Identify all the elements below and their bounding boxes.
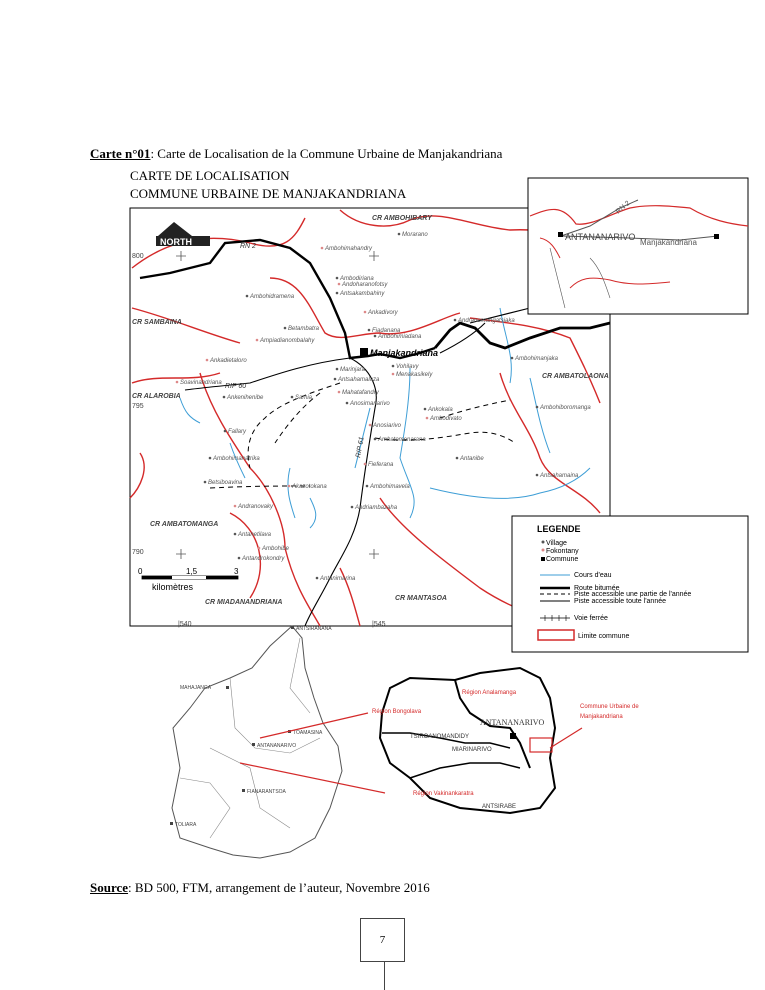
place-marker [288, 485, 291, 488]
source-label: Source [90, 880, 129, 895]
place-label: Andriambazaha [355, 505, 398, 511]
scale-end: 3 [234, 567, 239, 576]
inset-map [528, 178, 748, 314]
grid-540: |540 [178, 621, 192, 628]
cr-ambohibary: CR AMBOHIBARY [372, 215, 432, 222]
legend-railway: Voie ferrée [574, 615, 608, 622]
north-label: NORTH [160, 237, 192, 247]
cr-alarobia: CR ALAROBIA [132, 393, 181, 400]
legend-village: Village [546, 540, 567, 547]
place-marker [238, 557, 241, 560]
scale-unit: kilomètres [152, 582, 194, 592]
inset-rn2: RN 2 [614, 199, 632, 216]
place-marker [336, 277, 339, 280]
place-label: Menakasikely [396, 372, 433, 378]
place-label: Ambohimavela [370, 484, 410, 490]
legend [512, 516, 748, 652]
place-label: Antsahamalaza [338, 377, 380, 383]
place-label: Soavinandriana [180, 380, 222, 386]
place-label: Antanibe [460, 456, 484, 462]
grid-790: 790 [132, 549, 144, 556]
place-label: Ambohibe [262, 546, 290, 552]
place-label: Ankokala [428, 407, 453, 413]
place-marker [176, 381, 179, 384]
place-marker [369, 424, 372, 427]
cr-mantasoa: CR MANTASOA [395, 595, 447, 602]
city-toamasina: TOAMASINA [293, 730, 323, 736]
place-marker [366, 485, 369, 488]
scale-0: 0 [138, 567, 143, 576]
commune-label-2: Manjakandriana [580, 714, 623, 720]
place-marker [234, 533, 237, 536]
place-label: Ambohidramena [250, 294, 295, 300]
scale-mid: 1,5 [186, 567, 198, 576]
place-label: Anosimanarivo [350, 401, 390, 407]
place-label: Betambatra [288, 326, 320, 332]
place-label: Antanetilava [238, 532, 272, 538]
place-label: Ambohimanjaka [515, 356, 559, 362]
cr-ambatolaona: CR AMBATOLAONA [542, 373, 609, 380]
detail-antananarivo: ANTANANARIVO [480, 718, 545, 727]
place-label: Andranomangatsiaka [458, 318, 515, 324]
detail-tsiroanomandidy: TSIROANOMANDIDY [410, 734, 470, 740]
region-vakinankaratra: Région Vakinankaratra [413, 791, 474, 797]
place-label: Vohilavy [396, 364, 419, 370]
place-marker [336, 292, 339, 295]
place-label: Fieferana [368, 462, 394, 468]
region-analamanga: Région Analamanga [462, 690, 517, 696]
map-figure [110, 168, 750, 868]
city-antsiranana: ANTSIRANANA [296, 626, 332, 632]
place-marker [336, 368, 339, 371]
legend-boundary: Limite commune [578, 633, 630, 640]
place-label: Mahatafandry [342, 390, 379, 396]
place-label: Samia [295, 395, 313, 401]
city-fianarantsoa: FIANARANTSOA [247, 789, 286, 795]
place-marker [204, 481, 207, 484]
map-caption [90, 146, 502, 162]
city-antananarivo: ANTANANARIVO [257, 743, 297, 749]
detail-miarinarivo: MIARINARIVO [452, 747, 492, 753]
grid-800: 800 [132, 253, 144, 260]
city-toliara: TOLIARA [175, 822, 197, 828]
place-marker [234, 505, 237, 508]
place-marker [368, 329, 371, 332]
legend-title: LEGENDE [537, 524, 581, 534]
legend-track: Piste accessible toute l'année [574, 598, 667, 605]
inset-capital: ANTANANARIVO [565, 232, 636, 242]
page-divider [384, 961, 385, 990]
source-text: : BD 500, FTM, arrangement de l’auteur, Novembre 2016 [128, 880, 430, 895]
place-label: Ankadivory [368, 310, 398, 316]
place-marker [224, 430, 227, 433]
caption-text: : Carte de Localisation de la Commune Urbaine de Manjakandriana [150, 146, 503, 161]
place-label: Fallary [228, 429, 247, 435]
place-marker [374, 335, 377, 338]
place-marker [258, 547, 261, 550]
place-marker [209, 457, 212, 460]
place-label: Andoharanofotsy [342, 282, 388, 288]
detail-antsirabe: ANTSIRABE [482, 804, 517, 810]
legend-paved-road: Route bitumée [574, 585, 620, 592]
place-label: Antsakambahiny [340, 291, 385, 297]
cr-ambatomanga: CR AMBATOMANGA [150, 521, 219, 528]
place-marker [351, 506, 354, 509]
source-caption [90, 880, 430, 896]
legend-seasonal-track: Piste accessible une partie de l'année [574, 591, 692, 598]
place-marker [398, 233, 401, 236]
commune-marker [360, 348, 368, 356]
place-label: Marinjara [340, 367, 366, 373]
place-label: Ambodivato [430, 416, 462, 422]
place-label: Ankadietaloro [210, 358, 247, 364]
place-marker [316, 577, 319, 580]
label-rip60: RIP 60 [225, 383, 247, 390]
place-marker [456, 457, 459, 460]
place-marker [511, 357, 514, 360]
caption-label: Carte n°01 [90, 146, 151, 161]
map-svg [110, 168, 750, 868]
place-marker [364, 311, 367, 314]
place-marker [338, 391, 341, 394]
place-marker [346, 402, 349, 405]
place-marker [364, 463, 367, 466]
city-mahajanga: MAHAJANGA [180, 685, 212, 691]
place-marker [536, 406, 539, 409]
place-label: Antanimarina [320, 576, 356, 582]
cr-miadanandriana: CR MIADANANDRIANA [205, 599, 283, 606]
place-label: Fiadanana [372, 328, 401, 334]
place-marker [392, 373, 395, 376]
place-label: Ambohiboromanga [540, 405, 591, 411]
place-label: Anosiarivo [373, 423, 402, 429]
commune-label-1: Commune Urbaine de [580, 704, 639, 710]
map-title-1: CARTE DE LOCALISATION [130, 168, 290, 183]
place-label: Akazotokana [292, 484, 327, 490]
place-marker [291, 396, 294, 399]
place-marker [321, 247, 324, 250]
map-title-2: COMMUNE URBAINE DE MANJAKANDRIANA [130, 186, 407, 201]
place-marker [206, 359, 209, 362]
place-marker [334, 378, 337, 381]
place-label: Ampiadianombalahy [260, 338, 315, 344]
place-marker [374, 438, 377, 441]
legend-fokontany: Fokontany [546, 548, 579, 555]
place-label: Ambohimiadana [378, 334, 422, 340]
place-marker [284, 327, 287, 330]
place-label: Antandrokondry [242, 556, 285, 562]
place-marker [338, 283, 341, 286]
label-rn2: RN 2 [240, 243, 256, 250]
place-label: Ambatomenarana [378, 437, 426, 443]
place-marker [223, 396, 226, 399]
place-marker [424, 408, 427, 411]
place-marker [256, 339, 259, 342]
place-label: Morarano [402, 232, 428, 238]
place-label: Ambodiriana [340, 276, 374, 282]
legend-river: Cours d'eau [574, 572, 612, 579]
place-marker [246, 295, 249, 298]
place-label: Betsiboavina [208, 480, 243, 486]
legend-commune: Commune [546, 556, 579, 563]
place-label: Ankenihenibe [227, 395, 264, 401]
page-number: 7 [360, 918, 405, 962]
inset-town: Manjakandriana [640, 238, 697, 247]
main-commune-label: Manjakandriana [370, 348, 439, 358]
label-rip61: RIP 61 [355, 436, 366, 459]
madagascar-map [170, 626, 639, 858]
grid-795: 795 [132, 403, 144, 410]
place-marker [536, 474, 539, 477]
place-marker [392, 365, 395, 368]
place-marker [426, 417, 429, 420]
place-label: Antsahamaina [540, 473, 579, 479]
grid-545: |545 [372, 621, 386, 628]
region-bongolava: Région Bongolava [372, 709, 422, 715]
place-marker [454, 319, 457, 322]
place-label: Ambohimanatrika [213, 456, 260, 462]
place-label: Andranovaky [238, 504, 274, 510]
cr-sambaina: CR SAMBAINA [132, 319, 182, 326]
place-label: Ambohimahandry [325, 246, 373, 252]
